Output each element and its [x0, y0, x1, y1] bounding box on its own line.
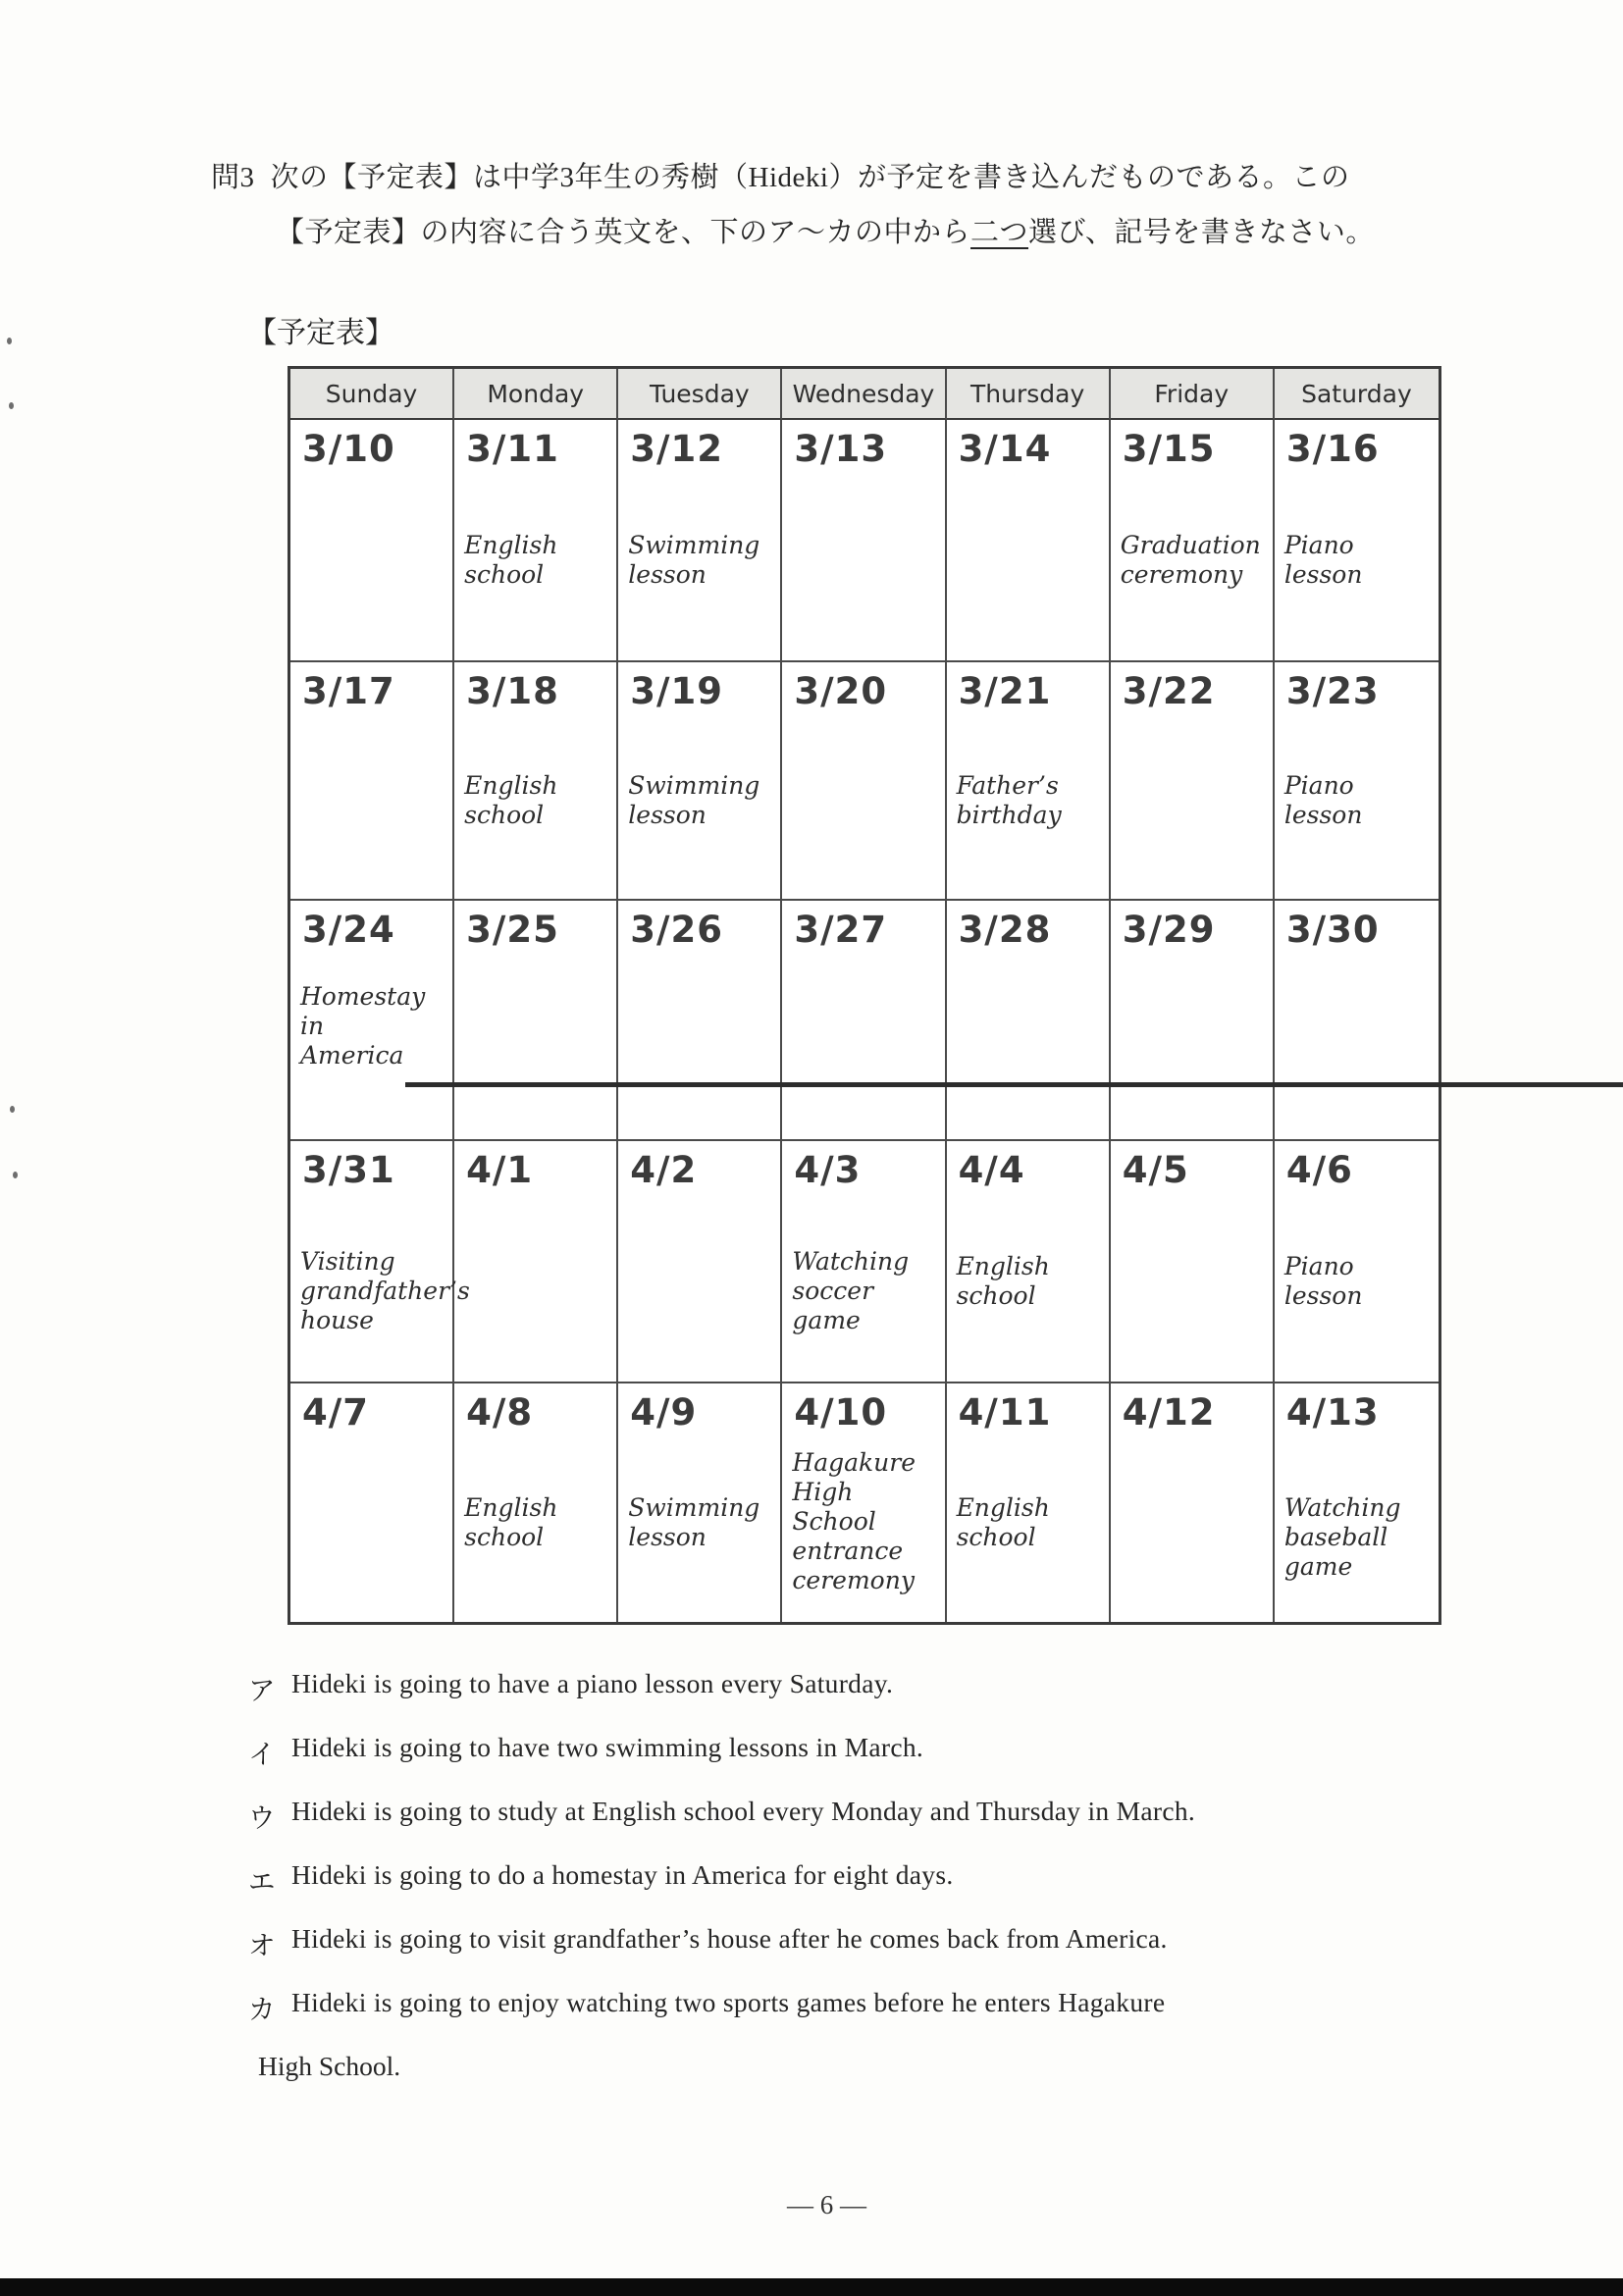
- event-label: Swimming lesson: [628, 1492, 760, 1551]
- choice-text: Hideki is going to have a piano lesson every Saturday.: [291, 1668, 894, 1698]
- calendar-cell: [618, 662, 782, 901]
- calendar-cell: [618, 901, 782, 1141]
- question-line2: [276, 210, 1375, 250]
- calendar-cell: [782, 420, 946, 662]
- date-label: 4/4: [958, 1149, 1025, 1191]
- calendar-cell: [618, 420, 782, 662]
- event-label: Homestay in America: [300, 981, 426, 1070]
- date-label: 3/16: [1285, 428, 1380, 470]
- event-label: Watching baseball game: [1283, 1492, 1401, 1581]
- calendar-cell: [1275, 420, 1439, 662]
- date-label: 3/14: [958, 428, 1052, 470]
- day-header-thursday: Thursday: [947, 369, 1111, 420]
- event-label: English school: [464, 530, 558, 589]
- calendar-cell: [454, 1383, 618, 1622]
- calendar-cell: [947, 1383, 1111, 1622]
- choice-marker: カ: [248, 1994, 276, 2024]
- choice-e: [248, 1859, 1455, 1899]
- choice-u: [248, 1796, 1455, 1835]
- calendar-cell: [1275, 1383, 1439, 1622]
- calendar-cell: [947, 1141, 1111, 1383]
- day-header-wednesday: Wednesday: [782, 369, 946, 420]
- calendar-cell: [454, 420, 618, 662]
- calendar-cell-entrance-ceremony: [782, 1383, 946, 1622]
- calendar-cell: [1275, 1141, 1439, 1383]
- date-label: 3/12: [630, 428, 724, 470]
- scan-speck: [9, 402, 14, 409]
- calendar-cell: [947, 901, 1111, 1141]
- event-label: Watching soccer game: [792, 1246, 910, 1334]
- choice-a: [248, 1668, 1455, 1707]
- calendar-cell: [1111, 1141, 1275, 1383]
- calendar-cell: [618, 1383, 782, 1622]
- calendar-cell: [454, 662, 618, 901]
- scan-speck: [10, 1106, 15, 1113]
- scan-speck: [13, 1172, 18, 1178]
- choice-marker: ウ: [248, 1802, 276, 1833]
- date-label: 4/8: [466, 1391, 534, 1434]
- question-line1-text: 次の【予定表】は中学3年生の秀樹（Hideki）が予定を書き込んだものである。この: [270, 162, 1350, 193]
- choice-o: [248, 1923, 1455, 1962]
- date-label: 3/10: [302, 428, 395, 470]
- choice-text: Hideki is going to enjoy watching two sports games before he enters Hagakure: [291, 1987, 1166, 2017]
- event-label: English school: [464, 1492, 558, 1551]
- choice-text: Hideki is going to have two swimming lessons in March.: [291, 1732, 924, 1762]
- event-label: English school: [464, 770, 558, 829]
- date-label: 4/1: [466, 1149, 534, 1191]
- question-line2-underlined: 二つ: [970, 217, 1029, 248]
- event-label: Swimming lesson: [628, 530, 760, 589]
- choice-ka-continuation: High School.: [258, 2051, 401, 2081]
- event-label: English school: [956, 1492, 1050, 1551]
- choice-marker: エ: [248, 1866, 276, 1897]
- page-number: — 6 —: [787, 2190, 866, 2219]
- event-label: Piano lesson: [1283, 1251, 1363, 1310]
- date-label: 3/19: [630, 670, 724, 712]
- date-label: 3/15: [1122, 428, 1216, 470]
- scan-speck: [7, 338, 12, 344]
- calendar-cell: [1111, 420, 1275, 662]
- date-label: 4/2: [630, 1149, 698, 1191]
- day-header-tuesday: Tuesday: [618, 369, 782, 420]
- schedule-calendar-table: [288, 366, 1441, 1625]
- date-label: 4/3: [794, 1149, 862, 1191]
- day-header-saturday: Saturday: [1275, 369, 1439, 420]
- calendar-cell-homestay: [290, 901, 454, 1141]
- date-label: 4/9: [630, 1391, 698, 1434]
- event-label: English school: [956, 1251, 1050, 1310]
- schedule-label: 【予定表】: [247, 317, 394, 349]
- calendar-cell: [782, 662, 946, 901]
- calendar-cell: [290, 662, 454, 901]
- date-label: 3/29: [1122, 909, 1216, 951]
- event-label: Piano lesson: [1283, 530, 1363, 589]
- event-label: Hagakure High School entrance ceremony: [792, 1447, 916, 1594]
- choice-text: Hideki is going to study at English school every Monday and Thursday in March.: [291, 1796, 1196, 1826]
- calendar-cell: [290, 1383, 454, 1622]
- date-label: 3/23: [1285, 670, 1380, 712]
- calendar-cell: [454, 901, 618, 1141]
- answer-choices: [248, 1668, 1455, 2082]
- choice-i: [248, 1732, 1455, 1771]
- calendar-cell: [290, 420, 454, 662]
- date-label: 4/7: [302, 1391, 370, 1434]
- choice-marker: オ: [248, 1930, 276, 1960]
- calendar-cell: [782, 901, 946, 1141]
- choice-text: Hideki is going to do a homestay in America for eight days.: [291, 1859, 954, 1890]
- calendar-cell: [947, 420, 1111, 662]
- date-label: 3/13: [794, 428, 888, 470]
- date-label: 3/24: [302, 909, 395, 951]
- event-label: Father’s birthday: [956, 770, 1062, 829]
- question-line2-pre: 【予定表】の内容に合う英文を、下のア～カの中から: [276, 217, 971, 248]
- date-label: 3/20: [794, 670, 888, 712]
- question-number: 問3: [211, 162, 255, 193]
- date-label: 3/28: [958, 909, 1052, 951]
- date-label: 3/26: [630, 909, 724, 951]
- date-label: 3/22: [1122, 670, 1216, 712]
- question-line2-post: 選び、記号を書きなさい。: [1028, 217, 1375, 248]
- question-line1: [211, 155, 1349, 195]
- date-label: 4/5: [1122, 1149, 1189, 1191]
- event-label: Swimming lesson: [628, 770, 760, 829]
- calendar-cell: [290, 1141, 470, 1383]
- date-label: 3/30: [1285, 909, 1380, 951]
- date-label: 4/12: [1122, 1391, 1216, 1434]
- calendar-cell: [1275, 901, 1439, 1141]
- calendar-cell: [618, 1141, 782, 1383]
- date-label: 3/17: [302, 670, 395, 712]
- calendar-cell: [1275, 662, 1439, 901]
- date-label: 3/27: [794, 909, 888, 951]
- day-header-sunday: Sunday: [290, 369, 454, 420]
- date-label: 4/11: [958, 1391, 1052, 1434]
- choice-text: Hideki is going to visit grandfather’s house after he comes back from America.: [291, 1923, 1168, 1954]
- choice-ka: [248, 1987, 1455, 2026]
- calendar-cell: [947, 662, 1111, 901]
- calendar-cell: [1111, 901, 1275, 1141]
- calendar-cell: [782, 1141, 946, 1383]
- date-label: 3/25: [466, 909, 559, 951]
- calendar-cell: [1111, 1383, 1275, 1622]
- day-header-friday: Friday: [1111, 369, 1275, 420]
- scan-edge-bar: [0, 2278, 1623, 2296]
- date-label: 3/31: [302, 1149, 395, 1191]
- choice-marker: イ: [248, 1739, 276, 1769]
- date-label: 3/11: [466, 428, 559, 470]
- event-label: Piano lesson: [1283, 770, 1363, 829]
- day-header-monday: Monday: [454, 369, 618, 420]
- date-label: 3/18: [466, 670, 559, 712]
- date-label: 4/13: [1285, 1391, 1380, 1434]
- date-label: 4/10: [794, 1391, 888, 1434]
- event-label: Graduation ceremony: [1120, 530, 1261, 589]
- calendar-cell: [1111, 662, 1275, 901]
- date-label: 3/21: [958, 670, 1052, 712]
- event-label: Visiting grandfather’s house: [300, 1246, 470, 1334]
- calendar-cell: [454, 1141, 618, 1383]
- date-label: 4/6: [1285, 1149, 1353, 1191]
- choice-marker: ア: [248, 1675, 276, 1705]
